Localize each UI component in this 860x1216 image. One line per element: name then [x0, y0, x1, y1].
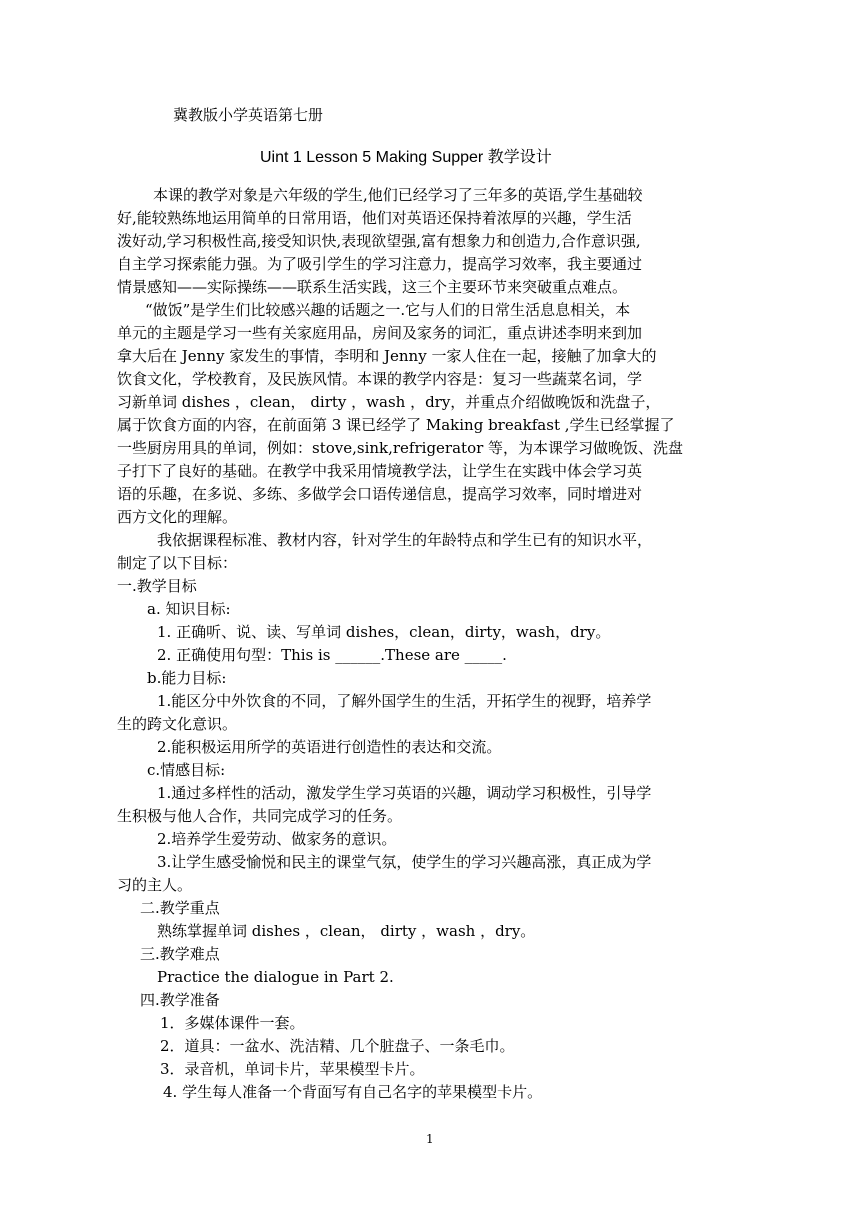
section-heading: 四.教学准备 — [140, 991, 220, 1009]
content-line: 一些厨房用具的单词，例如：stove,sink,refrigerator 等，为本课学习做晚饭、洗盘 — [117, 439, 684, 457]
content-line: 西方文化的理解。 — [117, 508, 238, 526]
content-line: 语的乐趣，在多说、多练、多做学会口语传递信息，提高学习效率，同时增进对 — [117, 485, 643, 503]
content-line: “做饭”是学生们比较感兴趣的话题之一.它与人们的日常生活息息相关，本 — [145, 301, 631, 319]
content-line: 属于饮食方面的内容，在前面第 3 课已经学了 Making breakfast ,学生已经掌握了 — [117, 416, 675, 434]
list-item: 1．多媒体课件一套。 — [160, 1014, 305, 1032]
intro-line: 好,能较熟练地运用简单的日常用语，他们对英语还保持着浓厚的兴趣，学生活 — [117, 209, 632, 227]
content-line: 拿大后在 Jenny 家发生的事情，李明和 Jenny 一家人住在一起，接触了加拿大的 — [117, 347, 657, 365]
intro-line: 情景感知——实际操练——联系生活实践，这三个主要环节来突破重点难点。 — [117, 278, 628, 296]
section-text: 熟练掌握单词 dishes ，clean， dirty ，wash ，dry。 — [157, 922, 536, 940]
list-item: 4. 学生每人准备一个背面写有自己名字的苹果模型卡片。 — [163, 1083, 543, 1101]
content-line: 单元的主题是学习一些有关家庭用品，房间及家务的词汇，重点讲述李明来到加 — [117, 324, 643, 342]
basis-line: 我依据课程标准、教材内容，针对学生的年龄特点和学生已有的知识水平， — [157, 531, 653, 549]
section-heading: 三.教学难点 — [140, 945, 220, 963]
section-heading: 二.教学重点 — [140, 899, 220, 917]
list-item: 3.让学生感受愉悦和民主的课堂气氛，使学生的学习兴趣高涨，真正成为学 — [157, 853, 652, 871]
section-heading: 一.教学目标 — [117, 577, 197, 595]
list-item: 习的主人。 — [117, 876, 193, 894]
subsection-heading: a. 知识目标: — [147, 600, 231, 618]
intro-line: 自主学习探索能力强。为了吸引学生的学习注意力，提高学习效率，我主要通过 — [117, 255, 643, 273]
intro-line: 泼好动,学习积极性高,接受知识快,表现欲望强,富有想象力和创造力,合作意识强, — [117, 232, 641, 250]
intro-line: 本课的教学对象是六年级的学生,他们已经学习了三年多的英语,学生基础较 — [153, 186, 643, 204]
list-item: 1. 正确听、说、读、写单词 dishes，clean，dirty，wash，dry。 — [157, 623, 611, 641]
header-text: 冀教版小学英语第七册 — [173, 106, 324, 124]
list-item: 2.能积极运用所学的英语进行创造性的表达和交流。 — [157, 738, 502, 756]
list-item: 2．道具：一盆水、洗洁精、几个脏盘子、一条毛巾。 — [160, 1037, 515, 1055]
list-item: 2.培养学生爱劳动、做家务的意识。 — [157, 830, 397, 848]
page-number: 1 — [426, 1132, 434, 1146]
list-item: 生积极与他人合作，共同完成学习的任务。 — [117, 807, 403, 825]
list-item: 1.能区分中外饮食的不同，了解外国学生的生活，开拓学生的视野，培养学 — [157, 692, 652, 710]
subsection-heading: b.能力目标: — [147, 669, 227, 687]
list-item: 生的跨文化意识。 — [117, 715, 238, 733]
list-item: 2. 正确使用句型：This is ______.These are _____. — [157, 646, 507, 664]
basis-line: 制定了以下目标： — [117, 554, 238, 572]
section-text: Practice the dialogue in Part 2. — [157, 968, 394, 986]
content-line: 饮食文化，学校教育，及民族风情。本课的教学内容是：复习一些蔬菜名词，学 — [117, 370, 643, 388]
content-line: 子打下了良好的基础。在教学中我采用情境教学法，让学生在实践中体会学习英 — [117, 462, 643, 480]
subsection-heading: c.情感目标: — [147, 761, 226, 779]
list-item: 3．录音机，单词卡片，苹果模型卡片。 — [160, 1060, 425, 1078]
list-item: 1.通过多样性的活动，激发学生学习英语的兴趣，调动学习积极性，引导学 — [157, 784, 652, 802]
content-line: 习新单词 dishes ，clean， dirty ，wash ，dry，并重点介绍做晚饭和洗盘子， — [117, 393, 661, 411]
document-title: Uint 1 Lesson 5 Making Supper 教学设计 — [260, 149, 552, 166]
